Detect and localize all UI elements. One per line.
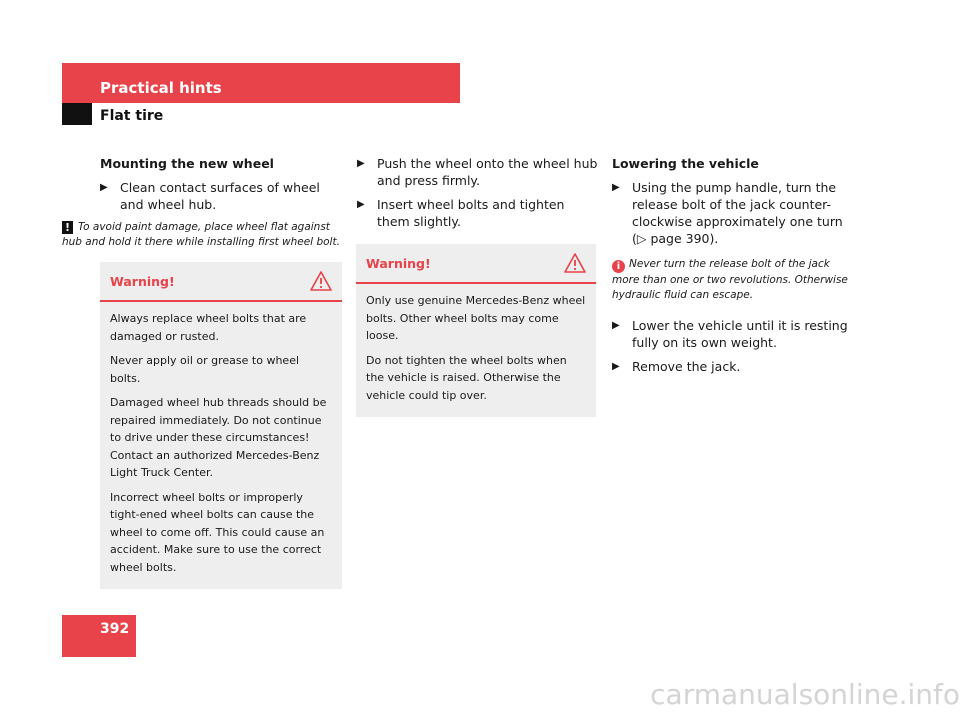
info-note xyxy=(612,257,854,303)
warning-triangle-icon xyxy=(564,253,586,273)
note-text: Never turn the release bolt of the jack more than one or two revolutions. Otherwise hydraulic fluid can escape. xyxy=(612,258,848,301)
warning-header xyxy=(100,262,342,302)
bullet-text: Lower the vehicle until it is resting fully on its own weight. xyxy=(632,318,848,350)
page-number: 392 xyxy=(100,621,130,637)
note-text: To avoid paint damage, place wheel flat against hub and hold it there while installing first wheel bolt. xyxy=(62,221,340,248)
warning-text: Incorrect wheel bolts or improperly tight-ened wheel bolts can cause the wheel to come off. This could cause an accident. Make sure to use the correct wheel bolts. xyxy=(110,490,325,574)
warning-label: Warning! xyxy=(110,273,175,289)
bullet-text: Using the pump handle, turn the release bolt of the jack counter-clockwise approximately one turn (▷ page 390). xyxy=(632,180,843,246)
mounting-heading: Mounting the new wheel xyxy=(100,156,274,171)
list-item xyxy=(100,179,342,213)
warning-text: Always replace wheel bolts that are damaged or rusted. xyxy=(110,312,307,343)
bullet-text: Remove the jack. xyxy=(632,359,741,374)
caution-note xyxy=(62,220,342,250)
column-1 xyxy=(62,155,342,589)
section-title: Practical hints xyxy=(100,79,222,97)
warning-box xyxy=(356,244,596,417)
bullet-arrow-icon: ▶ xyxy=(612,182,620,193)
bullet-arrow-icon: ▶ xyxy=(612,361,620,372)
header-tab-marker xyxy=(62,103,92,125)
list-item xyxy=(357,155,599,189)
warning-text: Never apply oil or grease to wheel bolts. xyxy=(110,354,300,385)
bullet-arrow-icon: ▶ xyxy=(357,199,365,210)
bullet-arrow-icon: ▶ xyxy=(357,158,365,169)
warning-body xyxy=(356,284,596,417)
bullet-arrow-icon: ▶ xyxy=(100,182,108,193)
bullet-arrow-icon: ▶ xyxy=(612,320,620,331)
list-item xyxy=(612,317,854,351)
warning-header xyxy=(356,244,596,284)
warning-text: Do not tighten the wheel bolts when the vehicle is raised. Otherwise the vehicle could tip over. xyxy=(366,353,567,402)
warning-text: Only use genuine Mercedes-Benz wheel bolts. Other wheel bolts may come loose. xyxy=(366,294,586,342)
bullet-text: Clean contact surfaces of wheel and wheel hub. xyxy=(120,180,320,212)
list-item xyxy=(612,179,854,247)
info-icon: i xyxy=(612,260,625,273)
page-title: Flat tire xyxy=(100,108,164,124)
warning-text: Damaged wheel hub threads should be repaired immediately. Do not continue to drive under these circumstances! Contact an authorized Mercedes-Benz Light Truck Center. xyxy=(110,396,327,479)
bullet-text: Push the wheel onto the wheel hub and press firmly. xyxy=(377,156,598,188)
warning-body xyxy=(100,302,342,589)
lowering-heading: Lowering the vehicle xyxy=(612,156,759,171)
column-2 xyxy=(357,155,599,417)
warning-box xyxy=(100,262,342,589)
list-item xyxy=(357,196,599,230)
bullet-text: Insert wheel bolts and tighten them slightly. xyxy=(377,197,565,229)
watermark: carmanualsonline.info xyxy=(650,678,960,711)
warning-label: Warning! xyxy=(366,255,431,271)
exclamation-icon: ! xyxy=(62,221,73,234)
warning-triangle-icon xyxy=(310,271,332,291)
column-3 xyxy=(612,155,854,382)
list-item xyxy=(612,358,854,375)
